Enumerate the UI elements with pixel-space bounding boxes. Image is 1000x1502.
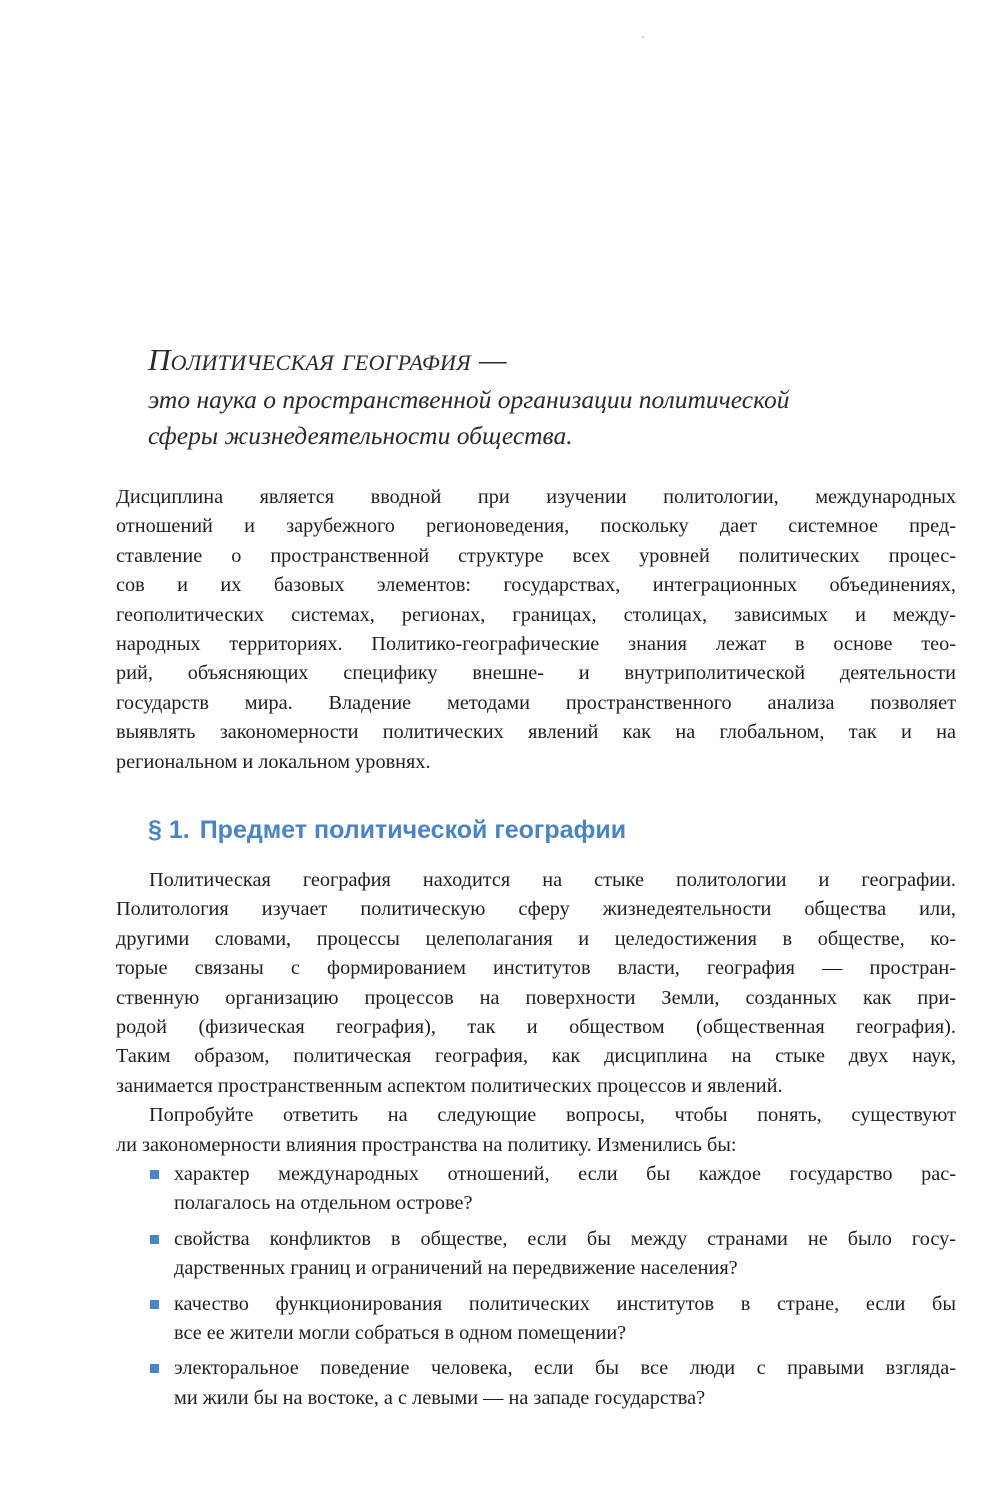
- list-item-line: все ее жители могли собраться в одном помещении?: [174, 1321, 627, 1344]
- paragraph-line: Политическая география находится на стыке политологии и географии.: [149, 869, 956, 891]
- list-item: [146, 1160, 956, 1219]
- list-item: [146, 1290, 956, 1349]
- list-item-line: ми жили бы на востоке, а с левыми — на западе государства?: [174, 1386, 706, 1409]
- question-list: [146, 1160, 956, 1419]
- paragraph-line: Политология изучает политическую сферу жизнедеятельности общества или,: [116, 898, 956, 921]
- section-title: Предмет политической географии: [199, 816, 627, 844]
- intro-line: сов и их базовых элементов: государствах, интеграционных объединениях,: [116, 574, 956, 597]
- list-item-line: электоральное поведение человека, если бы все люди с правыми взгляда-: [174, 1357, 956, 1380]
- list-item: [146, 1354, 956, 1413]
- paragraph-line: ственную организацию процессов на поверхности Земли, созданных как при-: [116, 986, 956, 1009]
- list-item-line: характер международных отношений, если бы каждое государство рас-: [174, 1163, 956, 1185]
- definition-line: это наука о пространственной организации политической: [148, 385, 790, 414]
- paragraph-line: торые связаны с формированием институтов власти, география — простран-: [116, 957, 956, 980]
- list-item-line: качество функционирования политических институтов в стране, если бы: [174, 1292, 956, 1315]
- section-body: [116, 866, 956, 1160]
- intro-line: народных территориях. Политико-географические знания лежат в основе тео-: [116, 632, 956, 655]
- intro-line: государств мира. Владение методами пространственного анализа позволяет: [116, 691, 956, 714]
- paragraph-line: ли закономерности влияния пространства на политику. Изменились бы:: [116, 1133, 737, 1156]
- intro-line: региональном и локальном уровнях.: [116, 750, 431, 773]
- intro-line: отношений и зарубежного регионоведения, поскольку дает системное пред-: [116, 515, 956, 538]
- intro-line: рий, объясняющих специфику внешне- и внутриполитической деятельности: [116, 662, 956, 685]
- section-number: § 1.: [148, 816, 190, 844]
- intro-line: ставление о пространственной структуре всех уровней политических процес-: [116, 544, 956, 567]
- square-bullet-icon: [150, 1300, 159, 1309]
- intro-paragraph: [116, 483, 956, 777]
- paragraph-line: занимается пространственным аспектом политических процессов и явлений.: [116, 1074, 783, 1097]
- definition-line: сферы жизнедеятельности общества.: [148, 421, 573, 450]
- square-bullet-icon: [150, 1235, 159, 1244]
- intro-line: геополитических системах, регионах, границах, столицах, зависимых и между-: [116, 603, 956, 626]
- section-heading: [148, 812, 626, 848]
- list-item-line: свойства конфликтов в обществе, если бы между странами не было госу-: [174, 1227, 956, 1250]
- paragraph-line: Таким образом, политическая география, как дисциплина на стыке двух наук,: [116, 1045, 956, 1068]
- paragraph-line: Попробуйте ответить на следующие вопросы, чтобы понять, существуют: [149, 1104, 956, 1127]
- scan-dot: [642, 36, 644, 38]
- definition-term: Политическая география —: [148, 342, 507, 377]
- square-bullet-icon: [150, 1170, 159, 1179]
- intro-line: Дисциплина является вводной при изучении политологии, международных: [116, 486, 956, 508]
- square-bullet-icon: [150, 1364, 159, 1373]
- list-item-line: дарственных границ и ограничений на передвижение населения?: [174, 1257, 738, 1280]
- list-item-line: полагалось на отдельном острове?: [174, 1192, 473, 1215]
- definition-block: [148, 338, 948, 454]
- list-item: [146, 1225, 956, 1284]
- paragraph-line: родой (физическая география), так и обществом (общественная география).: [116, 1015, 956, 1038]
- paragraph-line: другими словами, процессы целеполагания и целедостижения в обществе, ко-: [116, 927, 956, 950]
- intro-line: выявлять закономерности политических явлений как на глобальном, так и на: [116, 721, 956, 744]
